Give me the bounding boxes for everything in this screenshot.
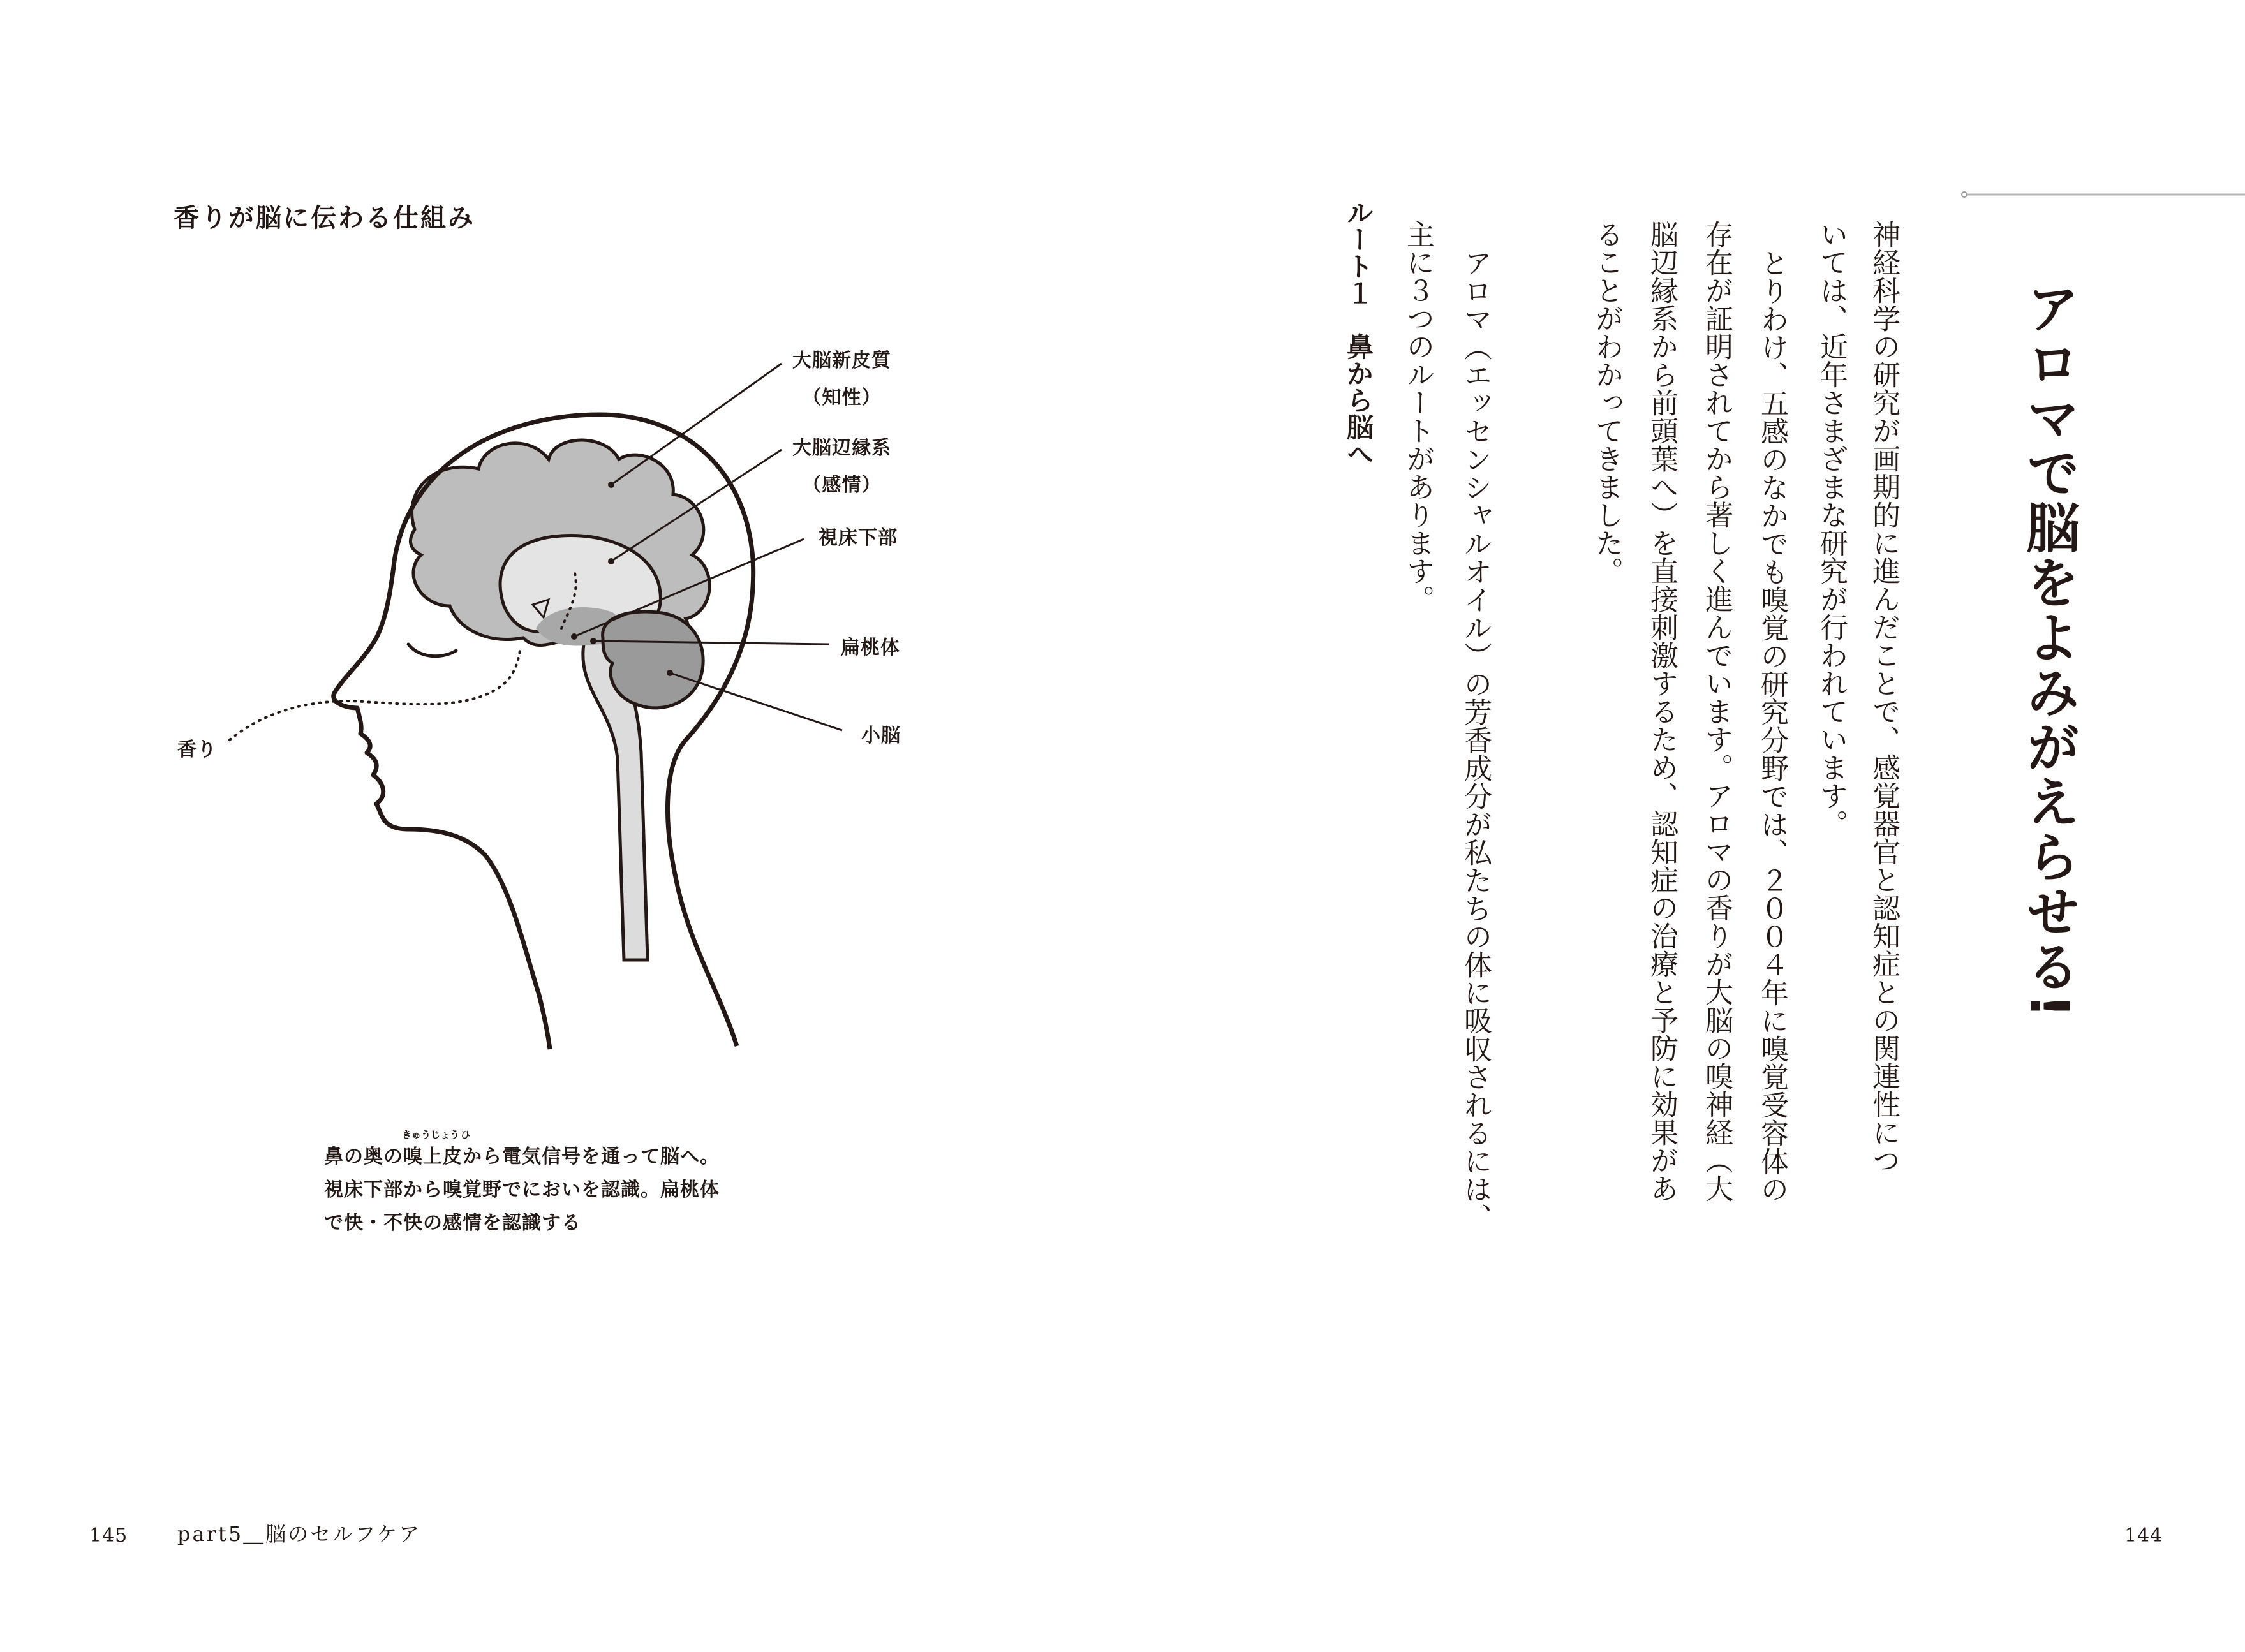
label-scent: 香り — [177, 739, 217, 761]
page-number-left: 145 — [89, 1524, 128, 1547]
paragraph-line-3: とりわけ、五感のなかでも嗅覚の研究分野では、２００４年に嗅覚受容体の — [1756, 249, 1788, 1203]
paragraph-line-2: いては、近年さまざまな研究が行われています。 — [1815, 220, 1848, 837]
paragraph-line-6: ることがわかってきました。 — [1590, 220, 1623, 585]
page-heading: アロマで脳をよみがえらせる! — [2018, 281, 2080, 1020]
closed-eye — [408, 644, 456, 656]
label-cerebellum: 小脳 — [861, 725, 901, 747]
label-cerebral-cortex-line2: （知性） — [802, 387, 882, 409]
ruby-kyujo: きゅうじょう — [402, 1129, 460, 1140]
caption-line1: 鼻の奥の嗅上皮から電気信号を通って脳へ。 — [324, 1146, 720, 1168]
caption-line3: で快・不快の感情を認識する — [324, 1212, 581, 1234]
figure-title: 香りが脳に伝わる仕組み — [174, 203, 475, 233]
label-cerebral-cortex — [792, 344, 891, 409]
scent-path — [230, 651, 520, 740]
label-amygdala: 扁桃体 — [841, 637, 900, 659]
ruby-hi: ひ — [461, 1129, 471, 1140]
cerebellum — [603, 612, 704, 708]
leader-cerebellum — [670, 673, 842, 730]
paragraph-line-1: 神経科学の研究が画期的に進んだことで、感覚器官と認知症との関連性につ — [1867, 220, 1900, 1174]
paragraph-line-7: アロマ（エッセンシャルオイル）の芳香成分が私たちの体に吸収されるには、 — [1459, 249, 1492, 1231]
label-hypothalamus: 視床下部 — [819, 527, 898, 549]
label-limbic-system — [792, 432, 891, 497]
paragraph-line-4: 存在が証明されてから著しく進んでいます。アロマの香りが大脳の嗅神経（大 — [1700, 220, 1733, 1202]
paragraph-line-8: 主に３つのルートがあります。 — [1402, 220, 1434, 613]
route-heading: ルート１ 鼻から脳へ — [1343, 199, 1374, 467]
label-limbic-line1: 大脳辺縁系 — [792, 437, 891, 459]
caption-line2: 視床下部から嗅覚野でにおいを認識。扁桃体 — [324, 1179, 720, 1201]
page-number-right: 144 — [2124, 1524, 2163, 1547]
paragraph-line-5: 脳辺縁系から前頭葉へ）を直接刺激するため、認知症の治療と予防に効果があ — [1645, 220, 1678, 1202]
label-limbic-line2: （感情） — [802, 474, 882, 496]
label-cerebral-cortex-line1: 大脳新皮質 — [792, 350, 891, 372]
running-footer: part5＿脳のセルフケア — [177, 1522, 422, 1546]
header-rule — [1962, 192, 2245, 197]
